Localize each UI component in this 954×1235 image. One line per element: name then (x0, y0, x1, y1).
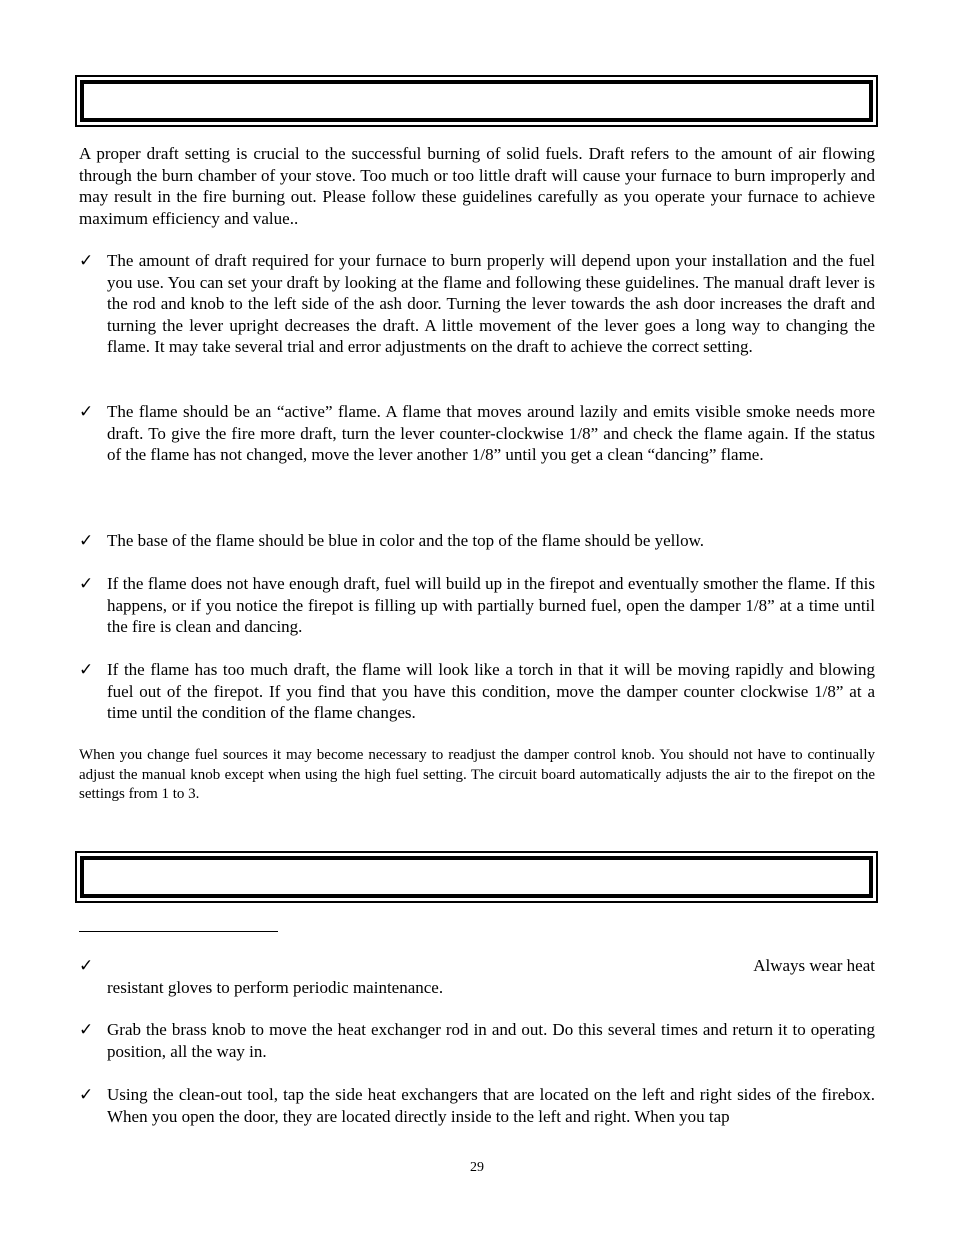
section-heading-box-draft (75, 75, 878, 127)
list-item (79, 401, 875, 466)
list-item (79, 1084, 875, 1127)
checkmark-icon: ✓ (79, 251, 94, 270)
checkmark-icon: ✓ (79, 1020, 94, 1039)
list-item (79, 530, 875, 552)
list-item-text: Always wear heat (753, 956, 875, 975)
checkmark-icon: ✓ (79, 660, 94, 679)
list-item (79, 659, 875, 724)
checkmark-icon: ✓ (79, 402, 94, 421)
intro-paragraph: A proper draft setting is crucial to the successful burning of solid fuels. Draft refers to the amount of air flowing through the burn chamber of your stove. Too much or too little draft will cause your furnace to burn improperly and may result in the fire burning out. Please follow these guidelines carefully as you operate your furnace to achieve maximum efficiency and value.. (79, 144, 875, 228)
list-item-text: The base of the flame should be blue in color and the top of the flame should be yellow. (107, 531, 705, 550)
list-item-text: The flame should be an “active” flame. A flame that moves around lazily and emits visible smoke needs more draft. To give the fire more draft, turn the lever counter-clockwise 1/8” and check the flame again. If the status of the flame has not changed, move the lever another 1/8” until you get a clean “dancing” flame. (107, 402, 875, 464)
list-item-text: resistant gloves to perform periodic maintenance. (107, 977, 444, 997)
list-item-text: Grab the brass knob to move the heat exchanger rod in and out. Do this several times and return it to operating position, all the way in. (107, 1020, 875, 1061)
list-item (79, 1019, 875, 1062)
checkmark-icon: ✓ (79, 956, 94, 975)
checkmark-icon: ✓ (79, 531, 94, 550)
page-number: 29 (470, 1160, 484, 1175)
list-item-text: The amount of draft required for your furnace to burn properly will depend upon your installation and the fuel you use. You can set your draft by looking at the flame and following these guidelines. The manual draft lever is the rod and knob to the left side of the ash door. Turning the lever towards the ash door increases the draft and turning the lever upright decreases the draft. A little movement of the lever goes a long way to changing the flame. It may take several trial and error adjustments on the draft to achieve the correct setting. (107, 251, 875, 356)
checkmark-icon: ✓ (79, 574, 94, 593)
subheading-underline (79, 931, 278, 932)
section-heading-box-maintenance (75, 851, 878, 903)
list-item-text: If the flame does not have enough draft, fuel will build up in the firepot and eventually smother the flame. If this happens, or if you notice the firepot is filling up with partially burned fuel, open the damper 1/8” at a time until the fire is clean and dancing. (107, 574, 875, 636)
list-item (79, 573, 875, 638)
checkmark-icon: ✓ (79, 1085, 94, 1104)
list-item (79, 250, 875, 358)
list-item-text: If the flame has too much draft, the flame will look like a torch in that it will be moving rapidly and blowing fuel out of the firepot. If you find that you have this condition, move the damper counter clockwise 1/8” at a time until the condition of the flame changes. (107, 660, 875, 722)
list-item-text: Using the clean-out tool, tap the side heat exchangers that are located on the left and right sides of the firebox. When you open the door, they are located directly inside to the left and right. When you tap (107, 1085, 875, 1126)
list-item (79, 955, 875, 999)
note-paragraph: When you change fuel sources it may become necessary to readjust the damper control knob. You should not have to continually adjust the manual knob except when using the high fuel setting. The circuit board automatically adjusts the air to the firepot on the settings from 1 to 3. (79, 747, 875, 802)
